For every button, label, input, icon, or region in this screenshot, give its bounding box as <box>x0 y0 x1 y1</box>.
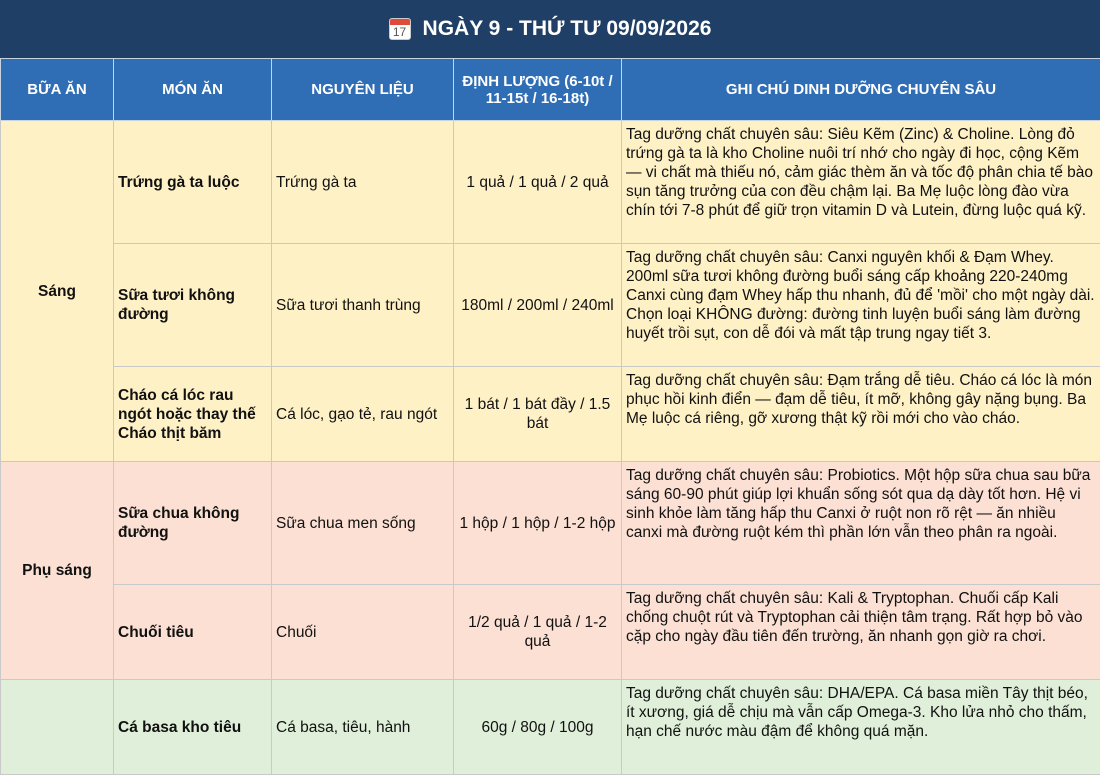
meal-cell-sang: Sáng <box>1 121 114 462</box>
ingredients-cell: Sữa tươi thanh trùng <box>272 244 454 367</box>
note-cell: Tag dưỡng chất chuyên sâu: DHA/EPA. Cá basa miền Tây thịt béo, ít xương, giá dễ chịu mà vẫn cấp Omega-3. Kho lửa nhỏ cho thấm, hạn chế nước màu đậm để không quá mặn. <box>622 680 1100 775</box>
table-row <box>1 121 1100 244</box>
dish-cell: Cháo cá lóc rau ngót hoặc thay thế Cháo thịt băm <box>114 367 272 462</box>
calendar-icon-number: 17 <box>390 25 410 39</box>
note-cell: Tag dưỡng chất chuyên sâu: Kali & Tryptophan. Chuối cấp Kali chống chuột rút và Tryptophan cải thiện tâm trạng. Rất hợp bỏ vào cặp cho ngày đầu tiên đến trường, ăn nhanh gọn giờ ra chơi. <box>622 585 1100 680</box>
ingredients-cell: Cá basa, tiêu, hành <box>272 680 454 775</box>
table-row <box>1 585 1100 680</box>
quantity-cell: 1 quả / 1 quả / 2 quả <box>454 121 622 244</box>
meal-plan-table <box>0 58 1100 775</box>
table-row <box>1 367 1100 462</box>
note-cell: Tag dưỡng chất chuyên sâu: Siêu Kẽm (Zinc) & Choline. Lòng đỏ trứng gà ta là kho Choline nuôi trí nhớ cho ngày đi học, cộng Kẽm — vi chất mà thiếu nó, cảm giác thèm ăn và tốc độ phân chia tế bào sụn tăng trưởng của con đều chậm lại. Ba Mẹ luộc lòng đào vừa chín tới 7-8 phút để giữ trọn vitamin D và Lutein, đừng luộc quá kỹ. <box>622 121 1100 244</box>
header-notes: GHI CHÚ DINH DƯỠNG CHUYÊN SÂU <box>622 59 1100 121</box>
quantity-cell: 180ml / 200ml / 240ml <box>454 244 622 367</box>
dish-cell: Sữa tươi không đường <box>114 244 272 367</box>
table-header-row <box>1 59 1100 121</box>
dish-cell: Chuối tiêu <box>114 585 272 680</box>
header-quantity: ĐỊNH LƯỢNG (6-10t / 11-15t / 16-18t) <box>454 59 622 121</box>
header-dish: MÓN ĂN <box>114 59 272 121</box>
ingredients-cell: Chuối <box>272 585 454 680</box>
note-cell: Tag dưỡng chất chuyên sâu: Canxi nguyên khối & Đạm Whey. 200ml sữa tươi không đường buổi sáng cấp khoảng 220-240mg Canxi cùng đạm Whey hấp thu nhanh, đủ để 'mồi' cho một ngày dài. Chọn loại KHÔNG đường: đường tinh luyện buổi sáng làm đường huyết trồi sụt, con dễ đói và mất tập trung ngay tiết 3. <box>622 244 1100 367</box>
header-ingredients: NGUYÊN LIỆU <box>272 59 454 121</box>
note-cell: Tag dưỡng chất chuyên sâu: Probiotics. Một hộp sữa chua sau bữa sáng 60-90 phút giúp lợi khuẩn sống sót qua dạ dày tốt hơn. Hệ vi sinh khỏe làm tăng hấp thu Canxi ở ruột non rõ rệt — ăn nhiều canxi mà đường ruột kém thì phần lớn vẫn theo phân ra ngoài. <box>622 462 1100 585</box>
table-row <box>1 244 1100 367</box>
quantity-cell: 60g / 80g / 100g <box>454 680 622 775</box>
dish-cell: Trứng gà ta luộc <box>114 121 272 244</box>
calendar-icon <box>389 18 411 40</box>
page-title: NGÀY 9 - THỨ TƯ 09/09/2026 <box>423 17 712 41</box>
quantity-cell: 1 bát / 1 bát đầy / 1.5 bát <box>454 367 622 462</box>
dish-cell: Cá basa kho tiêu <box>114 680 272 775</box>
note-cell: Tag dưỡng chất chuyên sâu: Đạm trắng dễ tiêu. Cháo cá lóc là món phục hồi kinh điển — đạm dễ tiêu, ít mỡ, không gây nặng bụng. Ba Mẹ luộc cá riêng, gỡ xương thật kỹ rồi mới cho vào cháo. <box>622 367 1100 462</box>
header-meal: BỮA ĂN <box>1 59 114 121</box>
quantity-cell: 1 hộp / 1 hộp / 1-2 hộp <box>454 462 622 585</box>
ingredients-cell: Trứng gà ta <box>272 121 454 244</box>
page-title-bar <box>0 0 1100 58</box>
quantity-cell: 1/2 quả / 1 quả / 1-2 quả <box>454 585 622 680</box>
table-row <box>1 680 1100 775</box>
ingredients-cell: Sữa chua men sống <box>272 462 454 585</box>
ingredients-cell: Cá lóc, gạo tẻ, rau ngót <box>272 367 454 462</box>
meal-cell-next <box>1 680 114 775</box>
table-row <box>1 462 1100 585</box>
meal-cell-phu-sang: Phụ sáng <box>1 462 114 680</box>
dish-cell: Sữa chua không đường <box>114 462 272 585</box>
